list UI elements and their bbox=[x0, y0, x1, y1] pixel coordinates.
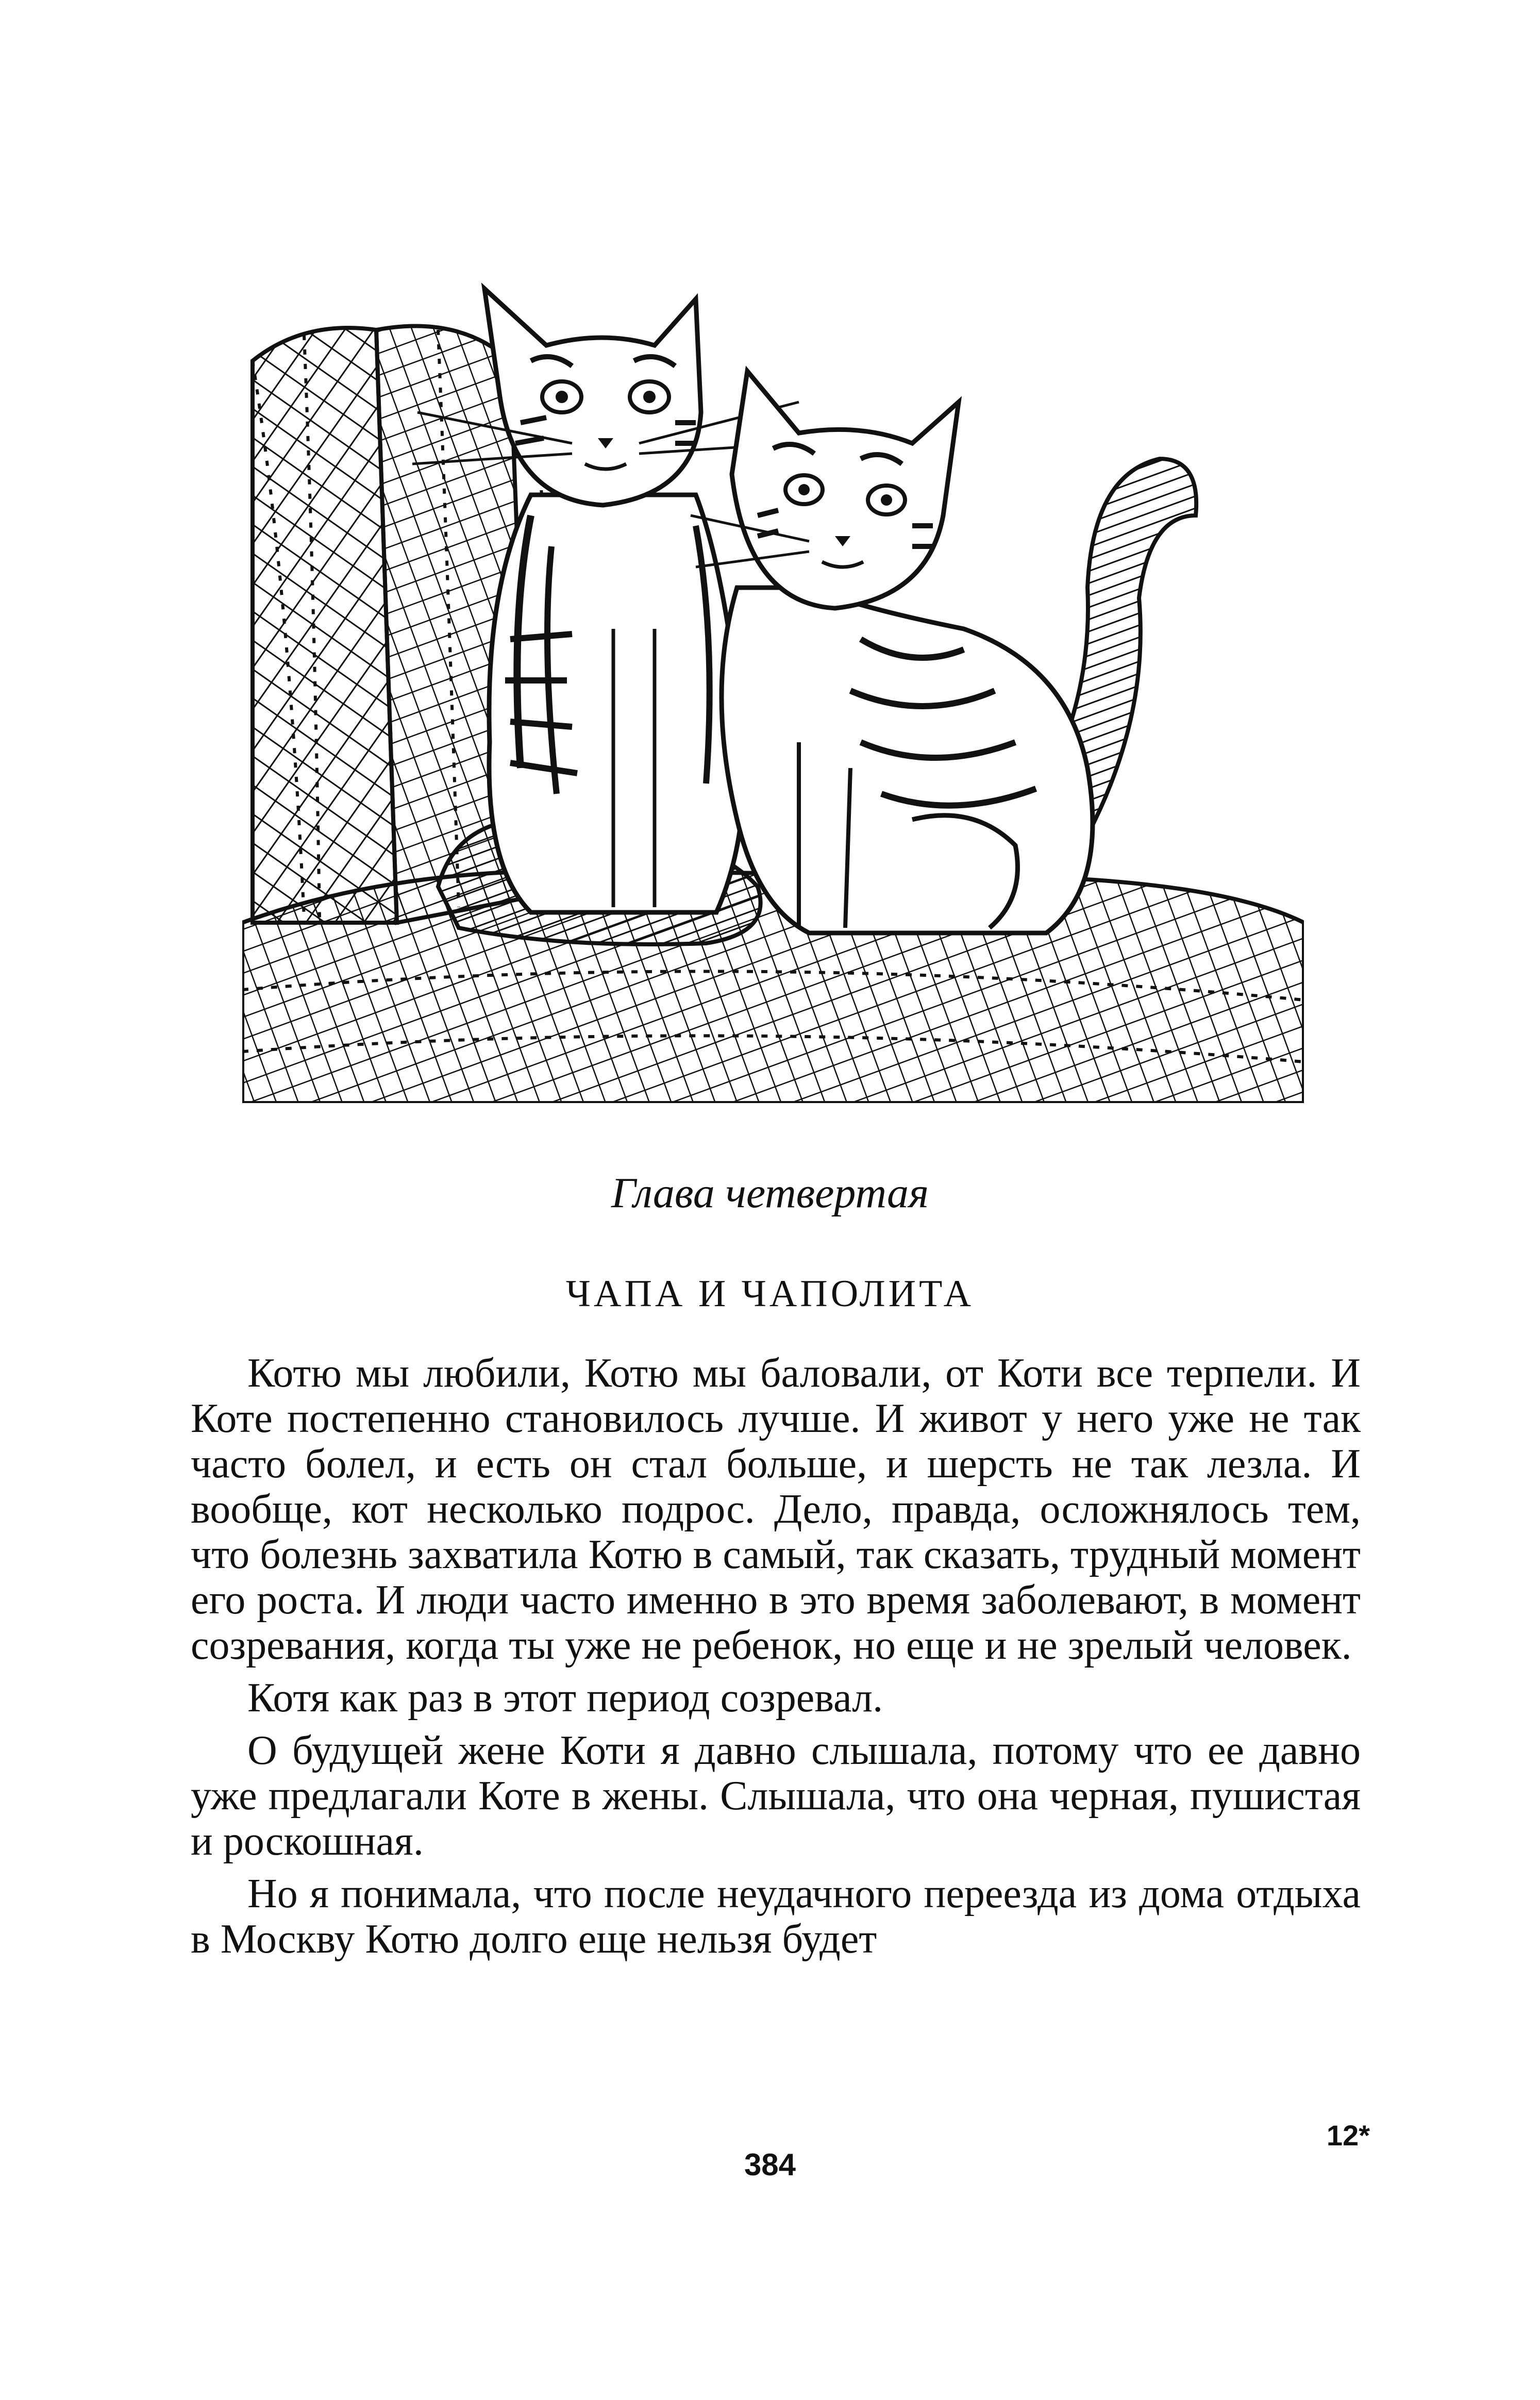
chapter-label: Глава четвертая bbox=[611, 1169, 929, 1217]
page-number: 384 bbox=[744, 2147, 796, 2182]
paragraph: Но я понимала, что после неудачного переезда из дома отдыха в Москву Котю долго еще нельзя будет bbox=[191, 1871, 1361, 1962]
body-text bbox=[191, 1351, 1361, 1969]
paragraph: Котю мы любили, Котю мы баловали, от Коти все терпели. И Коте постепенно становилось лучше. И живот у него уже не так часто болел, и есть он стал больше, и шерсть не так лезла. И вообще, кот несколько подрос. Дело, правда, осложнялось тем, что болезнь захватила Котю в самый, так сказать, трудный момент его роста. И люди часто именно в это время заболевают, в момент созревания, когда ты уже не ребенок, но еще и не зрелый человек. bbox=[191, 1351, 1361, 1668]
signature-mark: 12* bbox=[1326, 2119, 1370, 2152]
paragraph: Котя как раз в этот период созревал. bbox=[247, 1675, 883, 1721]
paragraph: О будущей жене Коти я давно слышала, потому что ее давно уже предлагали Коте в жены. Слышала, что она черная, пушистая и роскошная. bbox=[191, 1728, 1361, 1864]
chapter-title: ЧАПА И ЧАПОЛИТА bbox=[565, 1273, 975, 1315]
small-cat bbox=[691, 371, 1196, 933]
cats-illustration bbox=[242, 227, 1304, 1103]
